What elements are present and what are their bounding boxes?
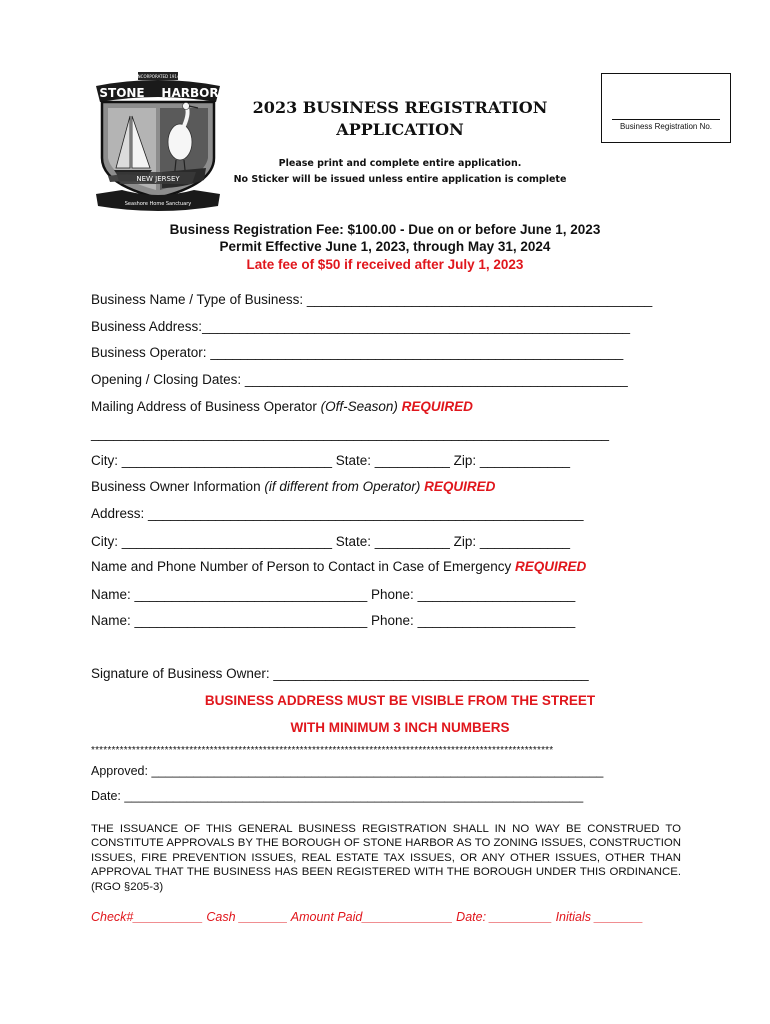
registration-number-box[interactable] xyxy=(601,73,731,143)
owner-state-label: State: xyxy=(332,534,375,549)
disclaimer-text: THE ISSUANCE OF THIS GENERAL BUSINESS REGISTRATION SHALL IN NO WAY BE CONSTRUED TO CONSTITUTE APPROVALS BY THE BOROUGH OF STONE HARBOR AS TO ZONING ISSUES, CONSTRUCTION ISSUES, FIRE PREVENTION ISSUES, REAL ESTATE TAX ISSUES, OR ANY OTHER ISSUES, OTHER THAN APPROVAL THAT THE BUSINESS HAS BEEN REGISTERED WITH THE BOROUGH UNDER THIS ORDINANCE. (RGO §205-3) xyxy=(91,823,681,893)
emergency-contact-label: Name and Phone Number of Person to Contact in Case of Emergency xyxy=(91,559,515,574)
minimum-numbers-warning: WITH MINIMUM 3 INCH NUMBERS xyxy=(290,720,510,735)
fee-line: Business Registration Fee: $100.00 - Due on or before June 1, 2023 xyxy=(169,222,601,237)
seal-name-right: HARBOR xyxy=(161,86,219,100)
business-address-label: Business Address: xyxy=(91,319,203,334)
payment-record-row[interactable]: Check#__________ Cash _______ Amount Paid_____________ Date: _________ Initials _______ xyxy=(91,910,644,924)
separator-stars: ***************************************************************************************************************** xyxy=(91,745,554,756)
registration-number-line xyxy=(612,119,720,120)
business-name-label: Business Name / Type of Business: xyxy=(91,292,307,307)
business-operator-label: Business Operator: xyxy=(91,345,211,360)
initials-label: Initials xyxy=(552,910,595,924)
registration-number-label: Business Registration No. xyxy=(619,122,713,131)
mailing-city-label: City: xyxy=(91,453,122,468)
approved-field[interactable]: Approved: _________________________________________________________________ xyxy=(91,764,604,778)
owner-info-label: Business Owner Information xyxy=(91,479,265,494)
address-visible-warning: BUSINESS ADDRESS MUST BE VISIBLE FROM THE STREET xyxy=(204,693,596,708)
late-fee-line: Late fee of $50 if received after July 1, 2023 xyxy=(246,257,524,272)
approval-date-label: Date: xyxy=(91,789,125,803)
approved-label: Approved: xyxy=(91,764,152,778)
mailing-address-heading xyxy=(91,398,473,416)
owner-city-state-zip[interactable]: City: ____________________________ State: __________ Zip: ____________ xyxy=(91,534,570,549)
seal-top-text: INCORPORATED 1914 xyxy=(136,74,180,79)
emergency-contact-row-1[interactable]: Name: _______________________________ Phone: _____________________ xyxy=(91,587,576,602)
emergency-name-label-2: Name: xyxy=(91,613,135,628)
date-paid-label: Date: xyxy=(452,910,490,924)
mailing-address-label: Mailing Address of Business Operator xyxy=(91,399,321,414)
emergency-phone-label-1: Phone: xyxy=(367,587,418,602)
owner-zip-label: Zip: xyxy=(449,534,480,549)
instruction-sticker: No Sticker will be issued unless entire application is complete xyxy=(233,174,567,185)
approval-date-field[interactable]: Date: __________________________________________________________________ xyxy=(91,789,584,803)
emergency-contact-row-2[interactable]: Name: _______________________________ Phone: _____________________ xyxy=(91,613,576,628)
permit-effective-line: Permit Effective June 1, 2023, through May 31, 2024 xyxy=(219,239,551,254)
check-label: Check# xyxy=(91,910,134,924)
seal-state-text: NEW JERSEY xyxy=(136,175,180,183)
mailing-zip-label: Zip: xyxy=(449,453,480,468)
cash-label: Cash xyxy=(202,910,240,924)
form-title-line1: 2023 BUSINESS REGISTRATION xyxy=(252,98,548,117)
owner-info-note: (if different from Operator) xyxy=(264,479,425,494)
owner-address-field[interactable]: Address: __________________________________________________________ xyxy=(91,506,584,521)
opening-closing-dates-field[interactable]: Opening / Closing Dates: ___________________________________________________ xyxy=(91,372,628,387)
emergency-name-label-1: Name: xyxy=(91,587,135,602)
owner-signature-field[interactable]: Signature of Business Owner: __________________________________________ xyxy=(91,666,589,681)
stone-harbor-seal xyxy=(92,72,224,218)
mailing-required-tag: REQUIRED xyxy=(401,399,473,414)
business-name-field[interactable]: Business Name / Type of Business: ______________________________________________ xyxy=(91,292,653,307)
instruction-print: Please print and complete entire application. xyxy=(278,158,522,169)
seal-motto-text: Seashore Home Sanctuary xyxy=(124,201,192,207)
owner-signature-label: Signature of Business Owner: xyxy=(91,666,274,681)
mailing-city-state-zip[interactable]: City: ____________________________ State: __________ Zip: ____________ xyxy=(91,453,570,468)
emergency-required-tag: REQUIRED xyxy=(514,559,587,574)
mailing-state-label: State: xyxy=(332,453,375,468)
mailing-address-line[interactable]: _____________________________________________________________________ xyxy=(91,426,610,441)
owner-info-heading xyxy=(91,478,495,496)
seal-egret-head xyxy=(183,103,190,110)
opening-closing-dates-label: Opening / Closing Dates: xyxy=(91,372,245,387)
seal-egret-body xyxy=(168,124,192,160)
owner-address-label: Address: xyxy=(91,506,149,521)
owner-city-label: City: xyxy=(91,534,122,549)
emergency-phone-label-2: Phone: xyxy=(367,613,418,628)
form-title-line2: APPLICATION xyxy=(336,120,464,139)
seal-name-left: STONE xyxy=(99,86,145,100)
business-address-field[interactable]: Business Address:_________________________________________________________ xyxy=(91,319,631,334)
owner-required-tag: REQUIRED xyxy=(424,479,496,494)
mailing-address-note: (Off-Season) xyxy=(320,399,402,414)
amount-paid-label: Amount Paid xyxy=(287,910,363,924)
emergency-contact-heading xyxy=(91,558,586,576)
business-operator-field[interactable]: Business Operator: _______________________________________________________ xyxy=(91,345,624,360)
